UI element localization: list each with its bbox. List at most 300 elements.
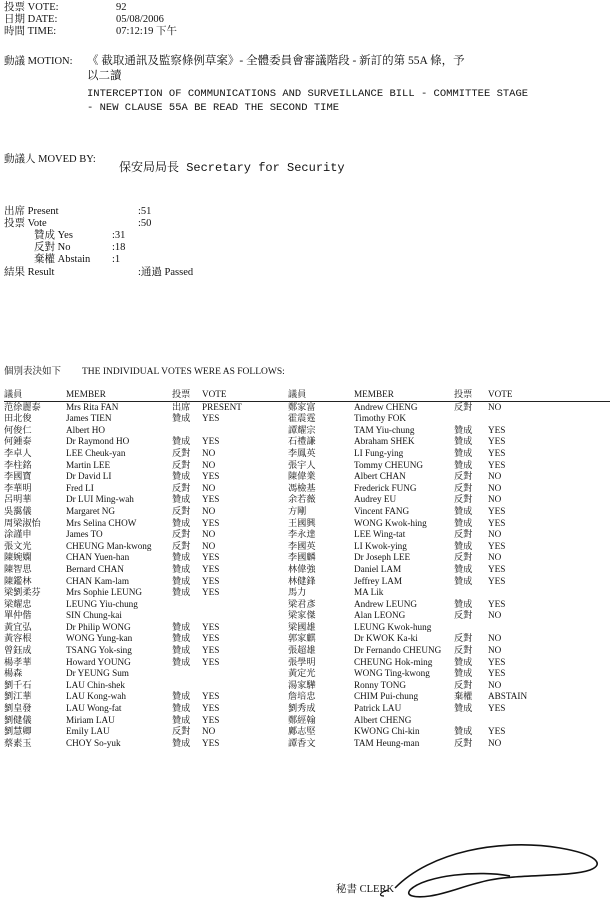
member-name-en: LEUNG Kwok-hung — [354, 621, 432, 632]
table-row — [288, 726, 610, 738]
member-vote-zh — [172, 668, 202, 680]
table-row — [4, 552, 294, 564]
member-name-zh: 劉江華 — [4, 691, 32, 702]
member-name-zh: 呂明華 — [4, 494, 32, 505]
member-vote-zh — [172, 425, 202, 437]
member-name-zh: 楊森 — [4, 668, 23, 679]
table-row — [4, 541, 294, 553]
member-name-en: LI Kwok-ying — [354, 540, 407, 551]
table-row — [4, 633, 294, 645]
member-vote-zh: 贊成 — [172, 517, 191, 528]
member-name-en: Martin LEE — [66, 459, 111, 470]
col-vote: VOTE — [202, 389, 294, 401]
motion-title-zh-line2: 以二讀 — [87, 70, 122, 82]
member-name-zh: 陳智思 — [4, 563, 32, 574]
member-vote-zh: 贊成 — [454, 668, 473, 679]
member-vote: YES — [488, 575, 506, 586]
table-row — [4, 715, 294, 727]
date-label: 日期 DATE: — [4, 14, 58, 25]
table-row — [4, 413, 294, 425]
table-row — [288, 471, 610, 483]
member-name-zh: 周梁淑怡 — [4, 517, 41, 528]
member-vote: YES — [202, 575, 220, 586]
member-vote: NO — [488, 645, 502, 656]
member-name-zh: 張超雄 — [288, 645, 316, 656]
member-name-zh: 李華明 — [4, 482, 32, 493]
table-row — [288, 552, 610, 564]
member-vote-zh: 贊成 — [454, 447, 473, 458]
col-vote: VOTE — [488, 389, 610, 401]
member-name-zh: 湯家驊 — [288, 679, 316, 690]
table-row — [288, 518, 610, 530]
member-name-zh: 劉千石 — [4, 679, 32, 690]
member-vote-zh: 贊成 — [172, 656, 191, 667]
votes-table-right-body — [288, 401, 610, 749]
vote-count: :50 — [138, 218, 152, 229]
member-vote-zh: 贊成 — [172, 691, 191, 702]
table-row — [4, 506, 294, 518]
member-name-zh: 吳靄儀 — [4, 505, 32, 516]
table-row — [4, 494, 294, 506]
member-vote-zh: 反對 — [454, 401, 473, 412]
member-vote: YES — [488, 424, 506, 435]
member-name-zh: 田北俊 — [4, 413, 32, 424]
member-vote: NO — [202, 505, 216, 516]
member-vote: YES — [202, 714, 220, 725]
member-name-en: Albert HO — [66, 424, 106, 435]
member-name-en: TAM Yiu-chung — [354, 424, 415, 435]
member-vote: YES — [488, 703, 506, 714]
mover-value: 保安局局長 Secretary for Security — [119, 161, 345, 175]
member-vote-zh — [172, 610, 202, 622]
member-vote: NO — [202, 482, 216, 493]
member-name-en: Albert CHENG — [354, 714, 412, 725]
member-name-en: Bernard CHAN — [66, 563, 124, 574]
member-name-zh: 陳偉業 — [288, 471, 316, 482]
col-zh-vote: 投票 — [172, 389, 202, 401]
member-name-zh: 李國寶 — [4, 471, 32, 482]
member-vote-zh: 反對 — [454, 529, 473, 540]
member-vote-zh: 贊成 — [454, 505, 473, 516]
member-name-zh: 梁耀忠 — [4, 598, 32, 609]
table-row — [4, 471, 294, 483]
member-name-en: CHOY So-yuk — [66, 737, 121, 748]
time-label: 時間 TIME: — [4, 26, 57, 37]
member-name-zh: 劉皇發 — [4, 703, 32, 714]
table-row — [288, 413, 610, 425]
member-vote: NO — [488, 633, 502, 644]
member-vote-zh: 贊成 — [454, 517, 473, 528]
member-name-zh: 曾鈺成 — [4, 645, 32, 656]
member-vote: YES — [488, 598, 506, 609]
member-vote-zh: 棄權 — [454, 691, 473, 702]
member-vote: YES — [488, 563, 506, 574]
motion-label: 動議 MOTION: — [4, 56, 73, 67]
member-name-en: Dr Raymond HO — [66, 436, 130, 447]
present-label: 出席 Present — [4, 206, 59, 217]
member-name-en: Mrs Sophie LEUNG — [66, 587, 143, 598]
member-vote: YES — [202, 621, 220, 632]
member-vote: YES — [488, 656, 506, 667]
member-name-en: Andrew LEUNG — [354, 598, 418, 609]
member-vote-zh: 贊成 — [172, 471, 191, 482]
member-name-en: Albert CHAN — [354, 471, 406, 482]
member-vote: NO — [488, 401, 502, 412]
member-vote-zh: 出席 — [172, 401, 191, 412]
member-vote: YES — [202, 517, 220, 528]
member-vote — [202, 668, 294, 680]
col-member: MEMBER — [66, 389, 172, 401]
member-vote-zh: 贊成 — [172, 494, 191, 505]
votes-table-left — [4, 389, 294, 749]
table-row — [4, 436, 294, 448]
member-name-zh: 李國英 — [288, 540, 316, 551]
member-name-zh: 馬力 — [288, 587, 307, 598]
member-name-en: Audrey EU — [354, 494, 397, 505]
member-vote — [202, 610, 294, 622]
clerk-signature — [370, 830, 610, 900]
table-row — [4, 645, 294, 657]
member-vote-zh: 反對 — [172, 529, 191, 540]
member-vote-zh: 贊成 — [172, 563, 191, 574]
table-row — [288, 494, 610, 506]
member-name-zh: 李永達 — [288, 529, 316, 540]
member-name-zh: 詹培忠 — [288, 691, 316, 702]
member-vote: NO — [488, 482, 502, 493]
member-name-en: LAU Wong-fat — [66, 703, 122, 714]
member-vote: NO — [202, 447, 216, 458]
member-vote: YES — [488, 668, 506, 679]
member-vote: YES — [202, 656, 220, 667]
member-vote-zh: 反對 — [454, 633, 473, 644]
member-vote: YES — [202, 691, 220, 702]
member-name-zh: 楊孝華 — [4, 656, 32, 667]
member-vote-zh: 反對 — [454, 552, 473, 563]
member-vote-zh: 贊成 — [172, 436, 191, 447]
votes-table-right — [288, 389, 610, 749]
member-vote — [202, 599, 294, 611]
member-vote-zh: 贊成 — [454, 703, 473, 714]
member-vote: NO — [202, 726, 216, 737]
member-vote: NO — [488, 529, 502, 540]
table-row — [4, 425, 294, 437]
member-name-en: Dr LUI Ming-wah — [66, 494, 134, 505]
table-row — [288, 483, 610, 495]
member-name-zh: 單仲偕 — [4, 610, 32, 621]
member-vote-zh: 贊成 — [172, 633, 191, 644]
member-name-en: Abraham SHEK — [354, 436, 415, 447]
member-name-zh: 馮檢基 — [288, 482, 316, 493]
member-vote-zh: 贊成 — [172, 552, 191, 563]
table-row — [4, 587, 294, 599]
table-row — [4, 668, 294, 680]
member-vote — [488, 715, 610, 727]
member-vote: NO — [488, 552, 502, 563]
member-vote: NO — [202, 529, 216, 540]
member-vote-zh: 反對 — [172, 505, 191, 516]
table-row — [4, 518, 294, 530]
member-vote-zh: 反對 — [172, 459, 191, 470]
member-name-zh: 鄭經翰 — [288, 714, 316, 725]
member-name-en: LEUNG Yiu-chung — [66, 598, 138, 609]
member-name-zh: 劉慧卿 — [4, 726, 32, 737]
member-name-zh: 石禮謙 — [288, 436, 316, 447]
table-row — [288, 657, 610, 669]
member-name-zh: 李柱銘 — [4, 459, 32, 470]
member-vote-zh: 反對 — [172, 482, 191, 493]
member-vote-zh: 反對 — [172, 447, 191, 458]
member-name-en: LEE Wing-tat — [354, 529, 406, 540]
member-vote-zh: 贊成 — [172, 737, 191, 748]
member-vote-zh: 反對 — [454, 610, 473, 621]
member-name-zh: 譚香文 — [288, 737, 316, 748]
table-row — [4, 599, 294, 611]
member-vote-zh: 贊成 — [454, 436, 473, 447]
member-vote: YES — [202, 471, 220, 482]
no-count: :18 — [112, 242, 126, 253]
table-row — [4, 401, 294, 413]
member-name-en: Miriam LAU — [66, 714, 115, 725]
member-name-en: SIN Chung-kai — [66, 610, 122, 621]
member-vote: NO — [488, 737, 502, 748]
member-name-zh: 范徐麗泰 — [4, 401, 41, 412]
member-vote-zh: 贊成 — [454, 540, 473, 551]
member-name-zh: 劉健儀 — [4, 714, 32, 725]
member-name-en: Vincent FANG — [354, 505, 410, 516]
table-row — [4, 738, 294, 750]
table-header-row — [4, 389, 294, 401]
member-name-en: LEE Cheuk-yan — [66, 447, 126, 458]
member-name-en: Dr YEUNG Sum — [66, 668, 129, 679]
motion-title-zh-line1: 《 截取通訊及監察條例草案》- 全體委員會審議階段 - 新訂的第 55A 條，予 — [87, 55, 465, 67]
present-count: :51 — [138, 206, 152, 217]
member-vote — [202, 425, 294, 437]
table-row — [4, 691, 294, 703]
member-name-zh: 梁君彥 — [288, 598, 316, 609]
member-name-en: LI Fung-ying — [354, 447, 404, 458]
member-name-en: Howard YOUNG — [66, 656, 131, 667]
member-name-en: Jeffrey LAM — [354, 575, 403, 586]
table-row — [288, 460, 610, 472]
member-vote-zh: 贊成 — [454, 424, 473, 435]
member-name-en: LAU Chin-shek — [66, 679, 125, 690]
member-vote-zh: 反對 — [172, 540, 191, 551]
member-vote-zh: 贊成 — [454, 726, 473, 737]
member-vote: YES — [202, 563, 220, 574]
table-row — [4, 657, 294, 669]
member-name-zh: 涂謹申 — [4, 529, 32, 540]
table-row — [288, 564, 610, 576]
member-name-zh: 鄭家富 — [288, 401, 316, 412]
table-row — [4, 529, 294, 541]
table-row — [288, 633, 610, 645]
member-name-en: Dr Fernando CHEUNG — [354, 645, 442, 656]
member-vote-zh: 贊成 — [172, 621, 191, 632]
member-vote-zh: 贊成 — [454, 598, 473, 609]
member-name-zh: 何俊仁 — [4, 424, 32, 435]
col-zh-vote: 投票 — [454, 389, 488, 401]
member-vote: YES — [488, 436, 506, 447]
table-row — [288, 715, 610, 727]
member-name-zh: 李卓人 — [4, 447, 32, 458]
table-header-row — [288, 389, 610, 401]
member-name-en: TSANG Yok-sing — [66, 645, 132, 656]
member-vote-zh: 反對 — [454, 471, 473, 482]
member-name-en: Frederick FUNG — [354, 482, 417, 493]
member-name-en: WONG Kwok-hing — [354, 517, 427, 528]
member-vote: YES — [488, 459, 506, 470]
table-row — [4, 448, 294, 460]
member-vote-zh — [454, 587, 488, 599]
member-name-zh: 譚耀宗 — [288, 424, 316, 435]
table-row — [288, 541, 610, 553]
member-name-zh: 鄺志堅 — [288, 726, 316, 737]
member-name-zh: 梁劉柔芬 — [4, 587, 41, 598]
member-vote: YES — [488, 505, 506, 516]
member-name-zh: 陳婉嫻 — [4, 552, 32, 563]
member-name-zh: 李鳳英 — [288, 447, 316, 458]
member-vote-zh: 反對 — [172, 726, 191, 737]
table-row — [288, 401, 610, 413]
member-vote: NO — [488, 471, 502, 482]
member-name-zh: 霍震霆 — [288, 413, 316, 424]
member-name-en: Dr Philip WONG — [66, 621, 131, 632]
member-vote-zh: 贊成 — [172, 714, 191, 725]
member-name-zh: 黃宜弘 — [4, 621, 32, 632]
member-name-zh: 余若薇 — [288, 494, 316, 505]
table-row — [4, 483, 294, 495]
member-name-en: Mrs Selina CHOW — [66, 517, 137, 528]
table-row — [4, 703, 294, 715]
member-name-zh: 張文光 — [4, 540, 32, 551]
member-name-en: CHAN Yuen-han — [66, 552, 130, 563]
member-name-en: LAU Kong-wah — [66, 691, 126, 702]
member-vote — [488, 413, 610, 425]
member-vote-zh: 贊成 — [172, 413, 191, 424]
table-row — [288, 668, 610, 680]
member-vote-zh — [454, 413, 488, 425]
member-name-en: KWONG Chi-kin — [354, 726, 420, 737]
abstain-label: 棄權 Abstain — [34, 254, 91, 265]
member-name-zh: 梁國雄 — [288, 621, 316, 632]
member-name-zh: 林健鋒 — [288, 575, 316, 586]
table-row — [4, 610, 294, 622]
member-vote-zh: 贊成 — [454, 575, 473, 586]
member-vote: YES — [202, 737, 220, 748]
table-row — [288, 599, 610, 611]
table-row — [288, 691, 610, 703]
table-row — [4, 564, 294, 576]
member-vote-zh — [172, 599, 202, 611]
member-name-en: James TIEN — [66, 413, 112, 424]
member-name-en: WONG Yung-kan — [66, 633, 133, 644]
no-label: 反對 No — [34, 242, 71, 253]
member-vote: YES — [488, 517, 506, 528]
table-row — [288, 436, 610, 448]
member-vote: YES — [202, 413, 220, 424]
member-name-en: WONG Ting-kwong — [354, 668, 430, 679]
time-value: 07:12:19 下午 — [116, 26, 177, 37]
member-name-zh: 蔡素玉 — [4, 737, 32, 748]
table-row — [4, 576, 294, 588]
member-name-zh: 方剛 — [288, 505, 307, 516]
member-name-en: CHEUNG Man-kwong — [66, 540, 152, 551]
table-row — [288, 680, 610, 692]
vote-number-label: 投票 VOTE: — [4, 2, 59, 13]
table-row — [288, 622, 610, 634]
member-name-zh: 張宇人 — [288, 459, 316, 470]
member-name-en: Fred LI — [66, 482, 94, 493]
member-vote: YES — [202, 587, 220, 598]
yes-label: 贊成 Yes — [34, 230, 73, 241]
member-name-en: Alan LEONG — [354, 610, 406, 621]
vote-count-label: 投票 Vote — [4, 218, 47, 229]
vote-number: 92 — [116, 2, 127, 13]
member-vote: NO — [488, 679, 502, 690]
member-name-en: Andrew CHENG — [354, 401, 418, 412]
member-name-en: Dr Joseph LEE — [354, 552, 411, 563]
member-name-en: Patrick LAU — [354, 703, 402, 714]
member-vote-zh: 贊成 — [172, 703, 191, 714]
member-vote: ABSTAIN — [488, 691, 528, 702]
member-name-en: Mrs Rita FAN — [66, 401, 119, 412]
member-vote: YES — [202, 645, 220, 656]
member-vote: NO — [202, 459, 216, 470]
result-value: :通過 Passed — [138, 267, 194, 278]
clerk-label: 秘書 CLERK — [336, 884, 395, 895]
member-vote-zh: 贊成 — [172, 587, 191, 598]
member-name-zh: 李國麟 — [288, 552, 316, 563]
member-vote-zh — [454, 622, 488, 634]
table-row — [4, 680, 294, 692]
table-row — [288, 587, 610, 599]
member-vote: NO — [488, 494, 502, 505]
member-vote: YES — [488, 540, 506, 551]
member-vote-zh: 贊成 — [454, 563, 473, 574]
col-member: MEMBER — [354, 389, 454, 401]
member-name-en: CHAN Kam-lam — [66, 575, 130, 586]
member-vote-zh: 贊成 — [172, 575, 191, 586]
member-vote-zh: 反對 — [454, 645, 473, 656]
table-row — [288, 576, 610, 588]
member-name-zh: 郭家麒 — [288, 633, 316, 644]
member-name-zh: 黃容根 — [4, 633, 32, 644]
member-name-en: Dr KWOK Ka-ki — [354, 633, 418, 644]
table-row — [288, 448, 610, 460]
member-vote-zh: 贊成 — [172, 645, 191, 656]
member-name-en: TAM Heung-man — [354, 737, 420, 748]
member-vote: YES — [202, 703, 220, 714]
member-vote: YES — [202, 494, 220, 505]
member-vote: NO — [488, 610, 502, 621]
member-vote-zh: 贊成 — [454, 656, 473, 667]
member-name-zh: 張學明 — [288, 656, 316, 667]
table-row — [4, 622, 294, 634]
member-vote: PRESENT — [202, 401, 242, 412]
member-name-en: MA Lik — [354, 587, 384, 598]
member-name-en: Ronny TONG — [354, 679, 406, 690]
table-row — [288, 645, 610, 657]
table-row — [288, 610, 610, 622]
member-name-en: CHIM Pui-chung — [354, 691, 419, 702]
member-vote-zh: 贊成 — [454, 459, 473, 470]
member-vote: NO — [202, 540, 216, 551]
table-row — [288, 738, 610, 750]
member-vote — [202, 680, 294, 692]
member-name-zh: 王國興 — [288, 517, 316, 528]
member-vote: YES — [202, 436, 220, 447]
member-vote-zh: 反對 — [454, 482, 473, 493]
